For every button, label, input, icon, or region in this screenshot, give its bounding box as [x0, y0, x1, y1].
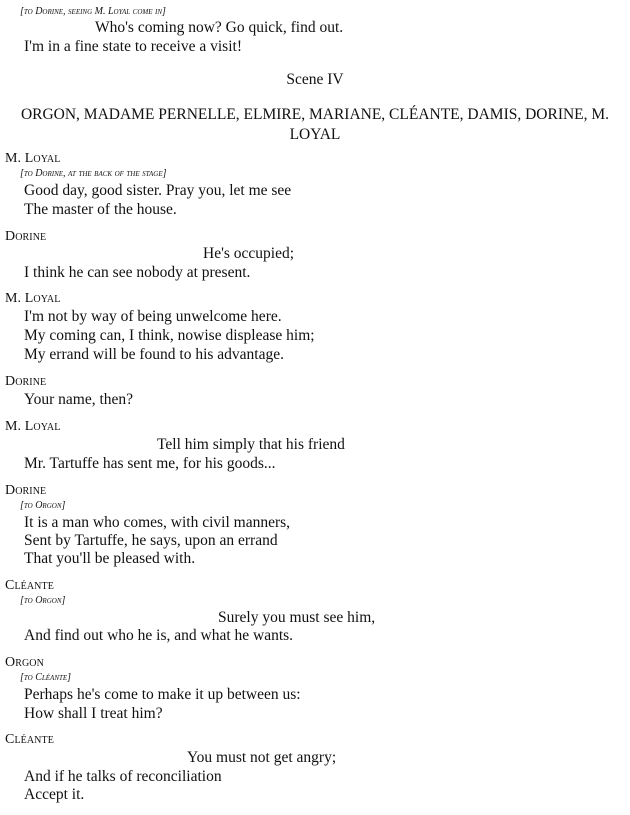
- stage-direction: [to Cléante]: [20, 672, 72, 683]
- verse-line: The master of the house.: [24, 201, 177, 218]
- speaker-name: Cléante: [5, 578, 54, 593]
- verse-line: I'm not by way of being unwelcome here.: [24, 308, 282, 325]
- verse-line: My coming can, I think, nowise displease him;: [24, 327, 315, 344]
- verse-line: Perhaps he's come to make it up between us:: [24, 686, 301, 703]
- verse-line: Sent by Tartuffe, he says, upon an errand: [24, 532, 278, 549]
- speaker-name: Orgon: [5, 655, 44, 670]
- stage-direction: [to Orgon]: [20, 500, 66, 511]
- stage-direction: [to Dorine, seeing M. Loyal come in]: [20, 6, 166, 17]
- verse-line: Your name, then?: [24, 391, 134, 408]
- verse-line: I think he can see nobody at present.: [24, 264, 251, 281]
- speaker-name: M. Loyal: [5, 419, 61, 434]
- verse-line: Mr. Tartuffe has sent me, for his goods...: [24, 455, 276, 472]
- speaker-name: Dorine: [5, 483, 47, 498]
- verse-line: My errand will be found to his advantage.: [24, 346, 284, 363]
- speaker-name: Cléante: [5, 732, 54, 747]
- verse-line: And find out who he is, and what he wants.: [24, 627, 294, 644]
- verse-line: Tell him simply that his friend: [157, 436, 345, 453]
- verse-line: That you'll be pleased with.: [24, 550, 196, 567]
- stage-direction: [to Orgon]: [20, 595, 66, 606]
- verse-line: Surely you must see him,: [218, 609, 376, 626]
- verse-line: Who's coming now? Go quick, find out.: [95, 19, 344, 36]
- verse-line: It is a man who comes, with civil manners,: [24, 514, 291, 531]
- verse-line: He's occupied;: [203, 245, 295, 262]
- stage-direction: [to Dorine, at the back of the stage]: [20, 168, 167, 179]
- verse-line: You must not get angry;: [187, 749, 337, 766]
- speaker-name: Dorine: [5, 229, 47, 244]
- speaker-name: M. Loyal: [5, 291, 61, 306]
- scene-characters-line: LOYAL: [289, 126, 341, 143]
- scene-characters-line: ORGON, MADAME PERNELLE, ELMIRE, MARIANE, CLÉANTE, DAMIS, DORINE, M.: [20, 106, 610, 123]
- verse-line: How shall I treat him?: [24, 705, 163, 722]
- verse-line: Good day, good sister. Pray you, let me see: [24, 182, 292, 199]
- verse-line: Accept it.: [24, 786, 85, 803]
- scene-title: Scene IV: [286, 71, 344, 88]
- speaker-name: Dorine: [5, 374, 47, 389]
- verse-line: And if he talks of reconciliation: [24, 768, 222, 785]
- scene-characters: [0, 105, 630, 145]
- verse-line: I'm in a fine state to receive a visit!: [24, 38, 242, 55]
- speaker-name: M. Loyal: [5, 151, 61, 166]
